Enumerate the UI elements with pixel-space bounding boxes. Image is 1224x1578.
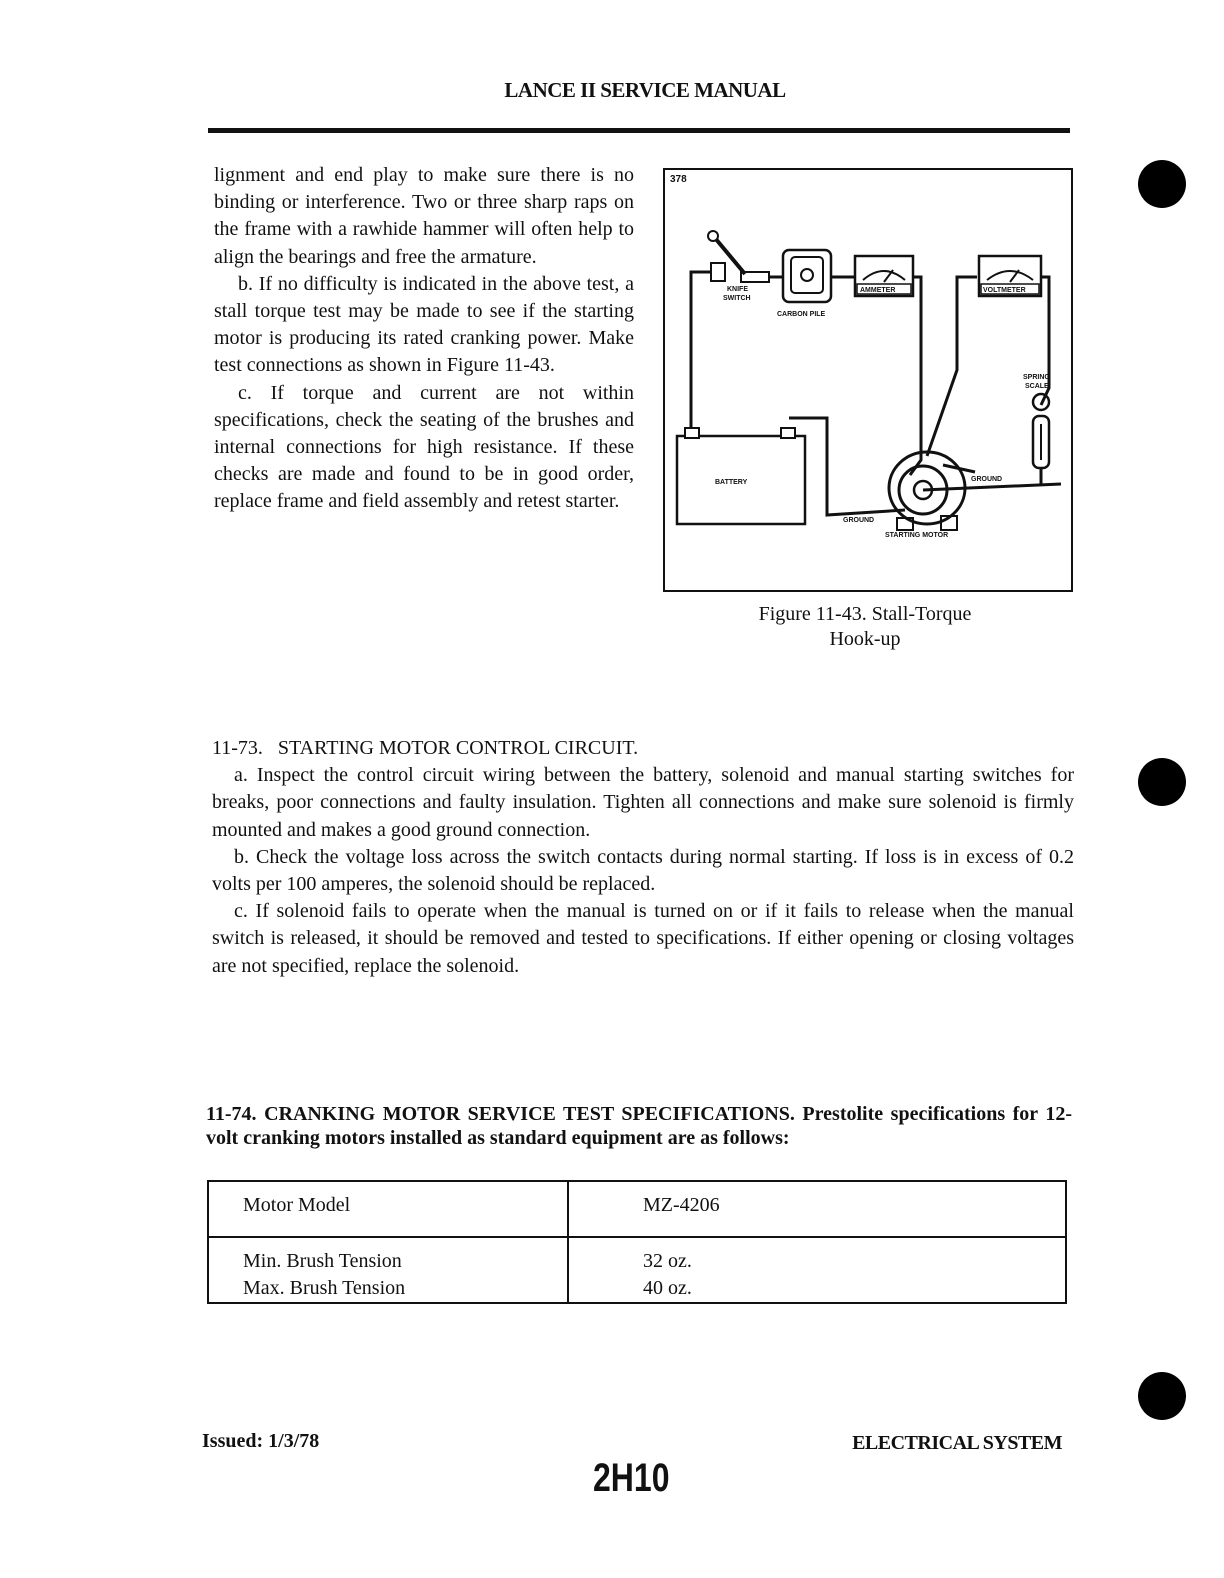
voltmeter-label: VOLTMETER [983,287,1026,294]
battery-label: BATTERY [715,479,748,486]
section-11-73-step-a: a. Inspect the control circuit wiring between the battery, solenoid and manual starting switches for breaks, poor connections and faulty insulation. Tighten all connections and make sure solenoid is firmly mounted and makes a good ground connection. [212,764,1074,841]
punch-hole-top [1138,160,1186,208]
header-rule [208,128,1070,133]
fiche-number: 2H10 [593,1456,670,1500]
ammeter-label: AMMETER [860,287,896,294]
table-row [208,1237,1066,1303]
min-brush-tension-label: Min. Brush Tension [243,1250,402,1272]
ammeter-dial [863,271,905,280]
table-cell-motor-model-label: Motor Model [208,1181,568,1237]
table-row [208,1181,1066,1237]
max-brush-tension-value: 40 oz. [643,1277,692,1299]
ground-label-left: GROUND [843,517,875,524]
figure-number: 378 [670,174,687,185]
wiring-diagram [665,170,1071,590]
paragraph-alignment: lignment and end play to make sure there is no binding or interference. Two or three sharp raps on the frame with a rawhide hammer will often help to align the bearings and free the armature. [214,164,634,268]
section-11-73-step-b: b. Check the voltage loss across the switch contacts during normal starting. If loss is in excess of 0.2 volts per 100 amperes, the solenoid should be replaced. [212,845,1074,896]
knife-switch-label-2: SWITCH [723,295,751,302]
section-11-73-step-c: c. If solenoid fails to operate when the manual is turned on or if it fails to release when the manual switch is released, it should be removed and tested to specifications. If either opening or closing voltages are not specified, replace the solenoid. [212,900,1074,977]
table-cell-motor-model-value: MZ-4206 [568,1181,1066,1237]
min-brush-tension-value: 32 oz. [643,1250,692,1272]
section-11-73 [212,735,1074,980]
figure-caption-line-1: Figure 11-43. Stall-Torque [758,603,972,625]
footer-section-name: ELECTRICAL SYSTEM [852,1432,1062,1454]
carbon-pile-label: CARBON PILE [777,311,826,318]
punch-hole-bottom [1138,1372,1186,1420]
figure-caption [700,602,1030,652]
figure-caption-line-2: Hook-up [829,628,901,650]
paragraph-step-b: b. If no difficulty is indicated in the above test, a stall torque test may be made to see if the starting motor is producing its rated cranking power. Make test connections as shown in Figure 11-43. [214,272,634,377]
table-cell-brush-tension-labels [208,1237,568,1303]
starting-motor [889,452,1061,530]
knife-switch-label: KNIFE [727,286,748,293]
starting-motor-label: STARTING MOTOR [885,532,949,539]
page-header-title: LANCE II SERVICE MANUAL [504,78,786,102]
table-cell-brush-tension-values [568,1237,1066,1303]
spring-scale-label: SPRING [1023,374,1050,381]
carbon-pile-knob-icon [801,269,813,281]
ground-label-right: GROUND [971,476,1003,483]
section-11-73-heading: 11-73. STARTING MOTOR CONTROL CIRCUIT. [212,737,639,759]
voltmeter-dial [987,271,1033,280]
battery-terminal-positive [781,428,795,438]
carbon-pile-face [791,257,823,293]
spring-scale-label-2: SCALE [1025,383,1049,390]
left-column-text [214,162,634,516]
punch-hole-middle [1138,758,1186,806]
knife-switch-base [711,263,725,281]
torque-arm [923,484,1061,490]
max-brush-tension-label: Max. Brush Tension [243,1277,406,1299]
figure-stall-torque-hookup [663,168,1073,592]
spec-table [207,1180,1067,1304]
knife-switch-blade [715,238,745,274]
knife-switch-handle [708,231,718,241]
section-11-74: 11-74. CRANKING MOTOR SERVICE TEST SPECIFICATIONS. Prestolite specifications for 12-volt cranking motors installed as standard equipment are as follows: [206,1103,1072,1149]
battery-terminal-negative [685,428,699,438]
paragraph-step-c: c. If torque and current are not within specifications, check the seating of the brushes and internal connections for high resistance. If these checks are made and found to be in good order, replace frame and field assembly and retest starter. [214,381,634,513]
footer-issued-date: Issued: 1/3/78 [202,1430,320,1452]
